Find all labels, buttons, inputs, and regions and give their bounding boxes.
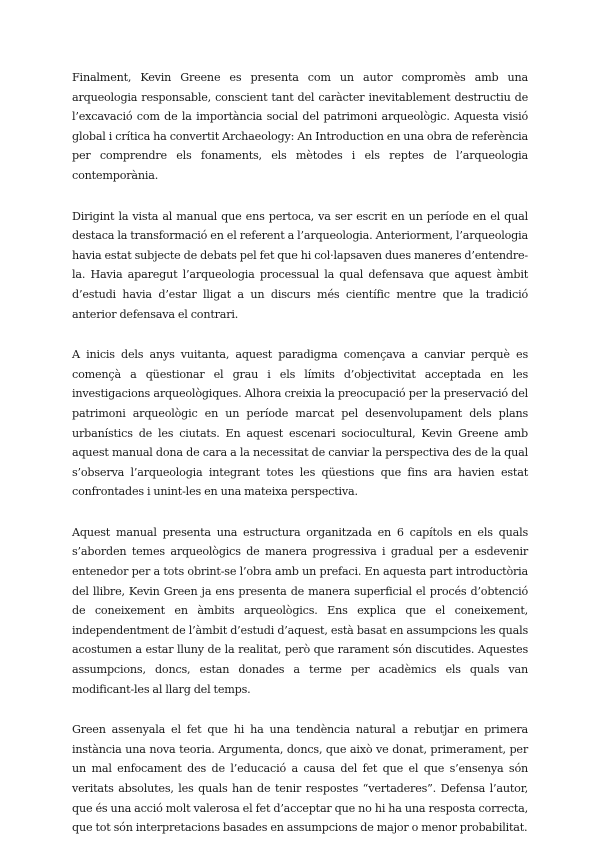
document-body — [72, 68, 528, 859]
paragraph-5: Green assenyala el fet que hi ha una tendència natural a rebutjar en primera instància una nova teoria. Argumenta, doncs, que això ve donat, primerament, per un mal enfocament des de l’educació a causa del fet que el que s’ensenya són veritats absolutes, les quals han de tenir respostes “vertaderes”. Defensa l’autor, que és una acció molt valerosa el fet d’acceptar que no hi ha una resposta correcta, que tot són interpretacions basades en assumpcions de major o menor probabilitat. — [72, 723, 528, 835]
paragraph-1: Finalment, Kevin Greene es presenta com un autor compromès amb una arqueologia responsable, conscient tant del caràcter inevitablement destructiu de l’excavació com de la importància social del patrimoni arqueològic. Aquesta visió global i crítica ha convertit Archaeology: An Introduction en una obra de referència per comprendre els fonaments, els mètodes i els reptes de l’arqueologia contemporània. — [72, 71, 528, 182]
paragraph-2: Dirigint la vista al manual que ens pertoca, va ser escrit en un període en el qual destaca la transformació en el referent a l’arqueologia. Anteriorment, l’arqueologia havia estat subjecte de debats pel fet que hi col·lapsaven dues maneres d’entendre-la. Havia aparegut l’arqueologia processual la qual defensava que aquest àmbit d’estudi havia d’estar lligat a un discurs més científic mentre que la tradició anterior defensava el contrari. — [72, 209, 528, 321]
paragraph-4: Aquest manual presenta una estructura organitzada en 6 capítols en els quals s’aborden temes arqueològics de manera progressiva i gradual per a esdevenir entenedor per a tots obrint-se l’obra amb un prefaci. En aquesta part introductòria del llibre, Kevin Green ja ens presenta de manera superficial el procés d’obtenció de coneixement en àmbits arqueològics. Ens explica que el coneixement, independentment de l’àmbit d’estudi d’aquest, està basat en assumpcions les quals acostumen a estar lluny de la realitat, però que rarament són discutides. Aquestes assumpcions, doncs, estan donades a terme per acadèmics els quals van modificant-les al llarg del temps. — [72, 525, 528, 696]
paragraph-3: A inicis dels anys vuitanta, aquest paradigma començava a canviar perquè es començà a qüestionar el grau i els límits d’objectivitat acceptada en les investigacions arqueològiques. Alhora creixia la preocupació per la preservació del patrimoni arqueològic en un període marcat pel desenvolupament dels plans urbanístics de les ciutats. En aquest escenari sociocultural, Kevin Greene amb aquest manual dona de cara a la necessitat de canviar la perspectiva des de la qual s’observa l’arqueologia integrant totes les qüestions que fins ara havien estat confrontades i unint-les en una mateixa perspectiva. — [72, 348, 528, 499]
